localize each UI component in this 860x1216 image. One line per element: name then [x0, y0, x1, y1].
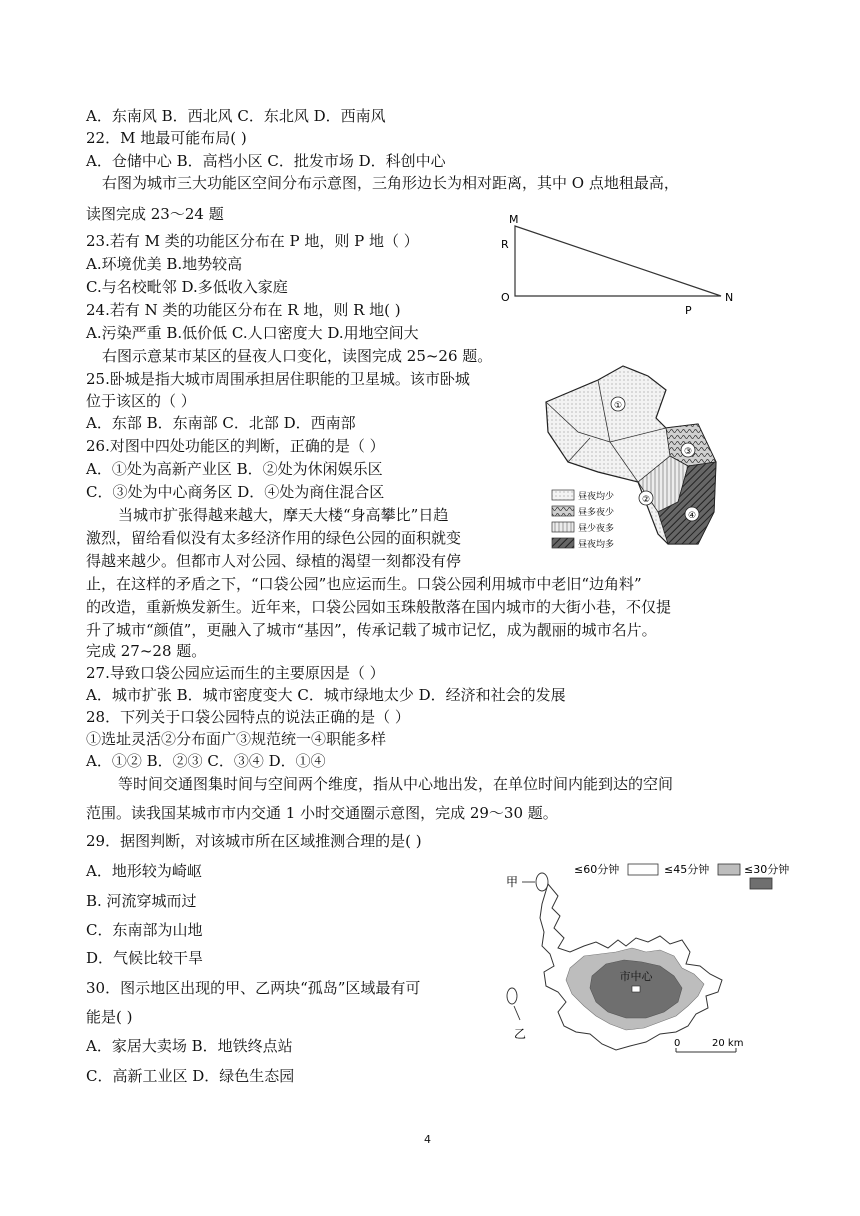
q23-24-intro-line2: 读图完成 23～24 题 — [86, 205, 224, 223]
marker-2: ② — [641, 495, 651, 505]
commute-map — [500, 856, 790, 1064]
passage-line7: 完成 27~28 题。 — [86, 642, 207, 660]
legend-30: ≤30分钟 — [744, 863, 790, 876]
q26-stem: 26.对图中四处功能区的判断，正确的是（ ） — [86, 437, 385, 455]
marker-4: ④ — [687, 511, 697, 521]
q29-30-intro-line1: 等时间交通图集时间与空间两个维度，指从中心地出发，在单位时间内能到达的空间 — [118, 775, 674, 793]
q29-option-d: D．气候比较干旱 — [86, 949, 204, 967]
legend-60: ≤60分钟 — [574, 863, 620, 876]
q26-options-cd: C．③处为中心商务区 D．④处为商住混合区 — [86, 483, 385, 501]
q30-stem-line1: 30．图示地区出现的甲、乙两块“孤岛”区域最有可 — [86, 979, 421, 997]
marker-3: ③ — [683, 447, 693, 457]
q30-options-ab: A．家居大卖场 B．地铁终点站 — [86, 1037, 293, 1055]
q29-option-a: A．地形较为崎岖 — [86, 862, 202, 880]
label-m: M — [509, 213, 519, 226]
passage-line3: 得越来越少。但都市人对公园、绿植的渴望一刻都没有停 — [86, 552, 462, 570]
q28-options: A．①② B．②③ C．③④ D．①④ — [86, 752, 326, 770]
city-center-marker — [632, 986, 640, 992]
island-yi-label: 乙 — [514, 1027, 527, 1041]
q24-options: A.污染严重 B.低价低 C.人口密度大 D.用地空间大 — [86, 324, 419, 342]
legend-30-swatch — [750, 878, 772, 889]
q30-stem-line2: 能是( ) — [86, 1008, 133, 1026]
legend-item-3: 昼少夜多 — [578, 524, 615, 534]
scale-label: 20 km — [712, 1038, 744, 1049]
scale-zero: 0 — [674, 1038, 681, 1049]
population-map — [538, 362, 728, 554]
q28-items: ①选址灵活②分布面广③规范统一④职能多样 — [86, 730, 387, 748]
passage-line2: 激烈，留给看似没有太多经济作用的绿色公园的面积就变 — [86, 529, 462, 547]
legend-45: ≤45分钟 — [664, 863, 710, 876]
page-number: 4 — [424, 1133, 431, 1146]
q29-stem: 29．据图判断，对该城市所在区域推测合理的是( ) — [86, 832, 422, 850]
q29-option-c: C．东南部为山地 — [86, 921, 203, 939]
q27-options: A．城市扩张 B．城市密度变大 C．城市绿地太少 D．经济和社会的发展 — [86, 686, 566, 704]
q22-stem: 22．M 地最可能布局( ) — [86, 129, 247, 147]
label-o: O — [501, 291, 510, 304]
legend-item-2: 昼多夜少 — [578, 508, 615, 518]
legend-45-swatch — [718, 864, 740, 875]
q27-stem: 27.导致口袋公园应运而生的主要原因是（ ） — [86, 664, 385, 682]
legend-item-4: 昼夜均多 — [578, 540, 615, 550]
q25-stem-line2: 位于该区的（ ） — [86, 392, 196, 410]
label-n: N — [725, 291, 734, 304]
q28-stem: 28．下列关于口袋公园特点的说法正确的是（ ） — [86, 708, 410, 726]
q22-options: A．仓储中心 B．高档小区 C．批发市场 D．科创中心 — [86, 152, 446, 170]
label-r: R — [501, 238, 509, 251]
q23-24-intro-line1: 右图为城市三大功能区空间分布示意图，三角形边长为相对距离，其中 O 点地租最高， — [102, 174, 679, 192]
q23-stem: 23.若有 M 类的功能区分布在 P 地，则 P 地（ ） — [86, 232, 419, 250]
q25-stem-line1: 25.卧城是指大城市周围承担居住职能的卫星城。该市卧城 — [86, 370, 470, 388]
q24-stem: 24.若有 N 类的功能区分布在 R 地，则 R 地( ) — [86, 301, 401, 319]
label-p: P — [685, 304, 692, 317]
q25-26-intro: 右图示意某市某区的昼夜人口变化，读图完成 25~26 题。 — [102, 347, 493, 365]
triangle-diagram — [495, 212, 745, 322]
city-center-label: 市中心 — [619, 970, 653, 983]
q23-options-ab: A.环境优美 B.地势较高 — [86, 255, 243, 273]
q26-options-ab: A．①处为高新产业区 B．②处为休闲娱乐区 — [86, 460, 383, 478]
passage-line1: 当城市扩张得越来越大，摩天大楼“身高攀比”日趋 — [118, 506, 449, 524]
q29-30-intro-line2: 范围。读我国某城市市内交通 1 小时交通圈示意图，完成 29～30 题。 — [86, 804, 558, 822]
q21-options: A．东南风 B．西北风 C．东北风 D．西南风 — [86, 107, 386, 125]
q29-option-b: B. 河流穿城而过 — [86, 892, 197, 910]
q23-options-cd: C.与名校毗邻 D.多低收入家庭 — [86, 278, 288, 296]
island-jia-label: 甲 — [506, 875, 519, 889]
passage-line5: 的改造，重新焕发新生。近年来，口袋公园如玉珠般散落在国内城市的大街小巷，不仅提 — [86, 598, 672, 616]
q30-options-cd: C．高新工业区 D．绿色生态园 — [86, 1067, 295, 1085]
passage-line4: 止，在这样的矛盾之下，“口袋公园”也应运而生。口袋公园利用城市中老旧“边角料” — [86, 575, 642, 593]
legend-item-1: 昼夜均少 — [578, 492, 615, 502]
marker-1: ① — [613, 401, 623, 411]
q25-options: A．东部 B．东南部 C．北部 D．西南部 — [86, 414, 356, 432]
passage-line6: 升了城市“颜值”，更融入了城市“基因”，传承记载了城市记忆，成为靓丽的城市名片。 — [86, 621, 657, 639]
legend-60-swatch — [628, 864, 658, 875]
